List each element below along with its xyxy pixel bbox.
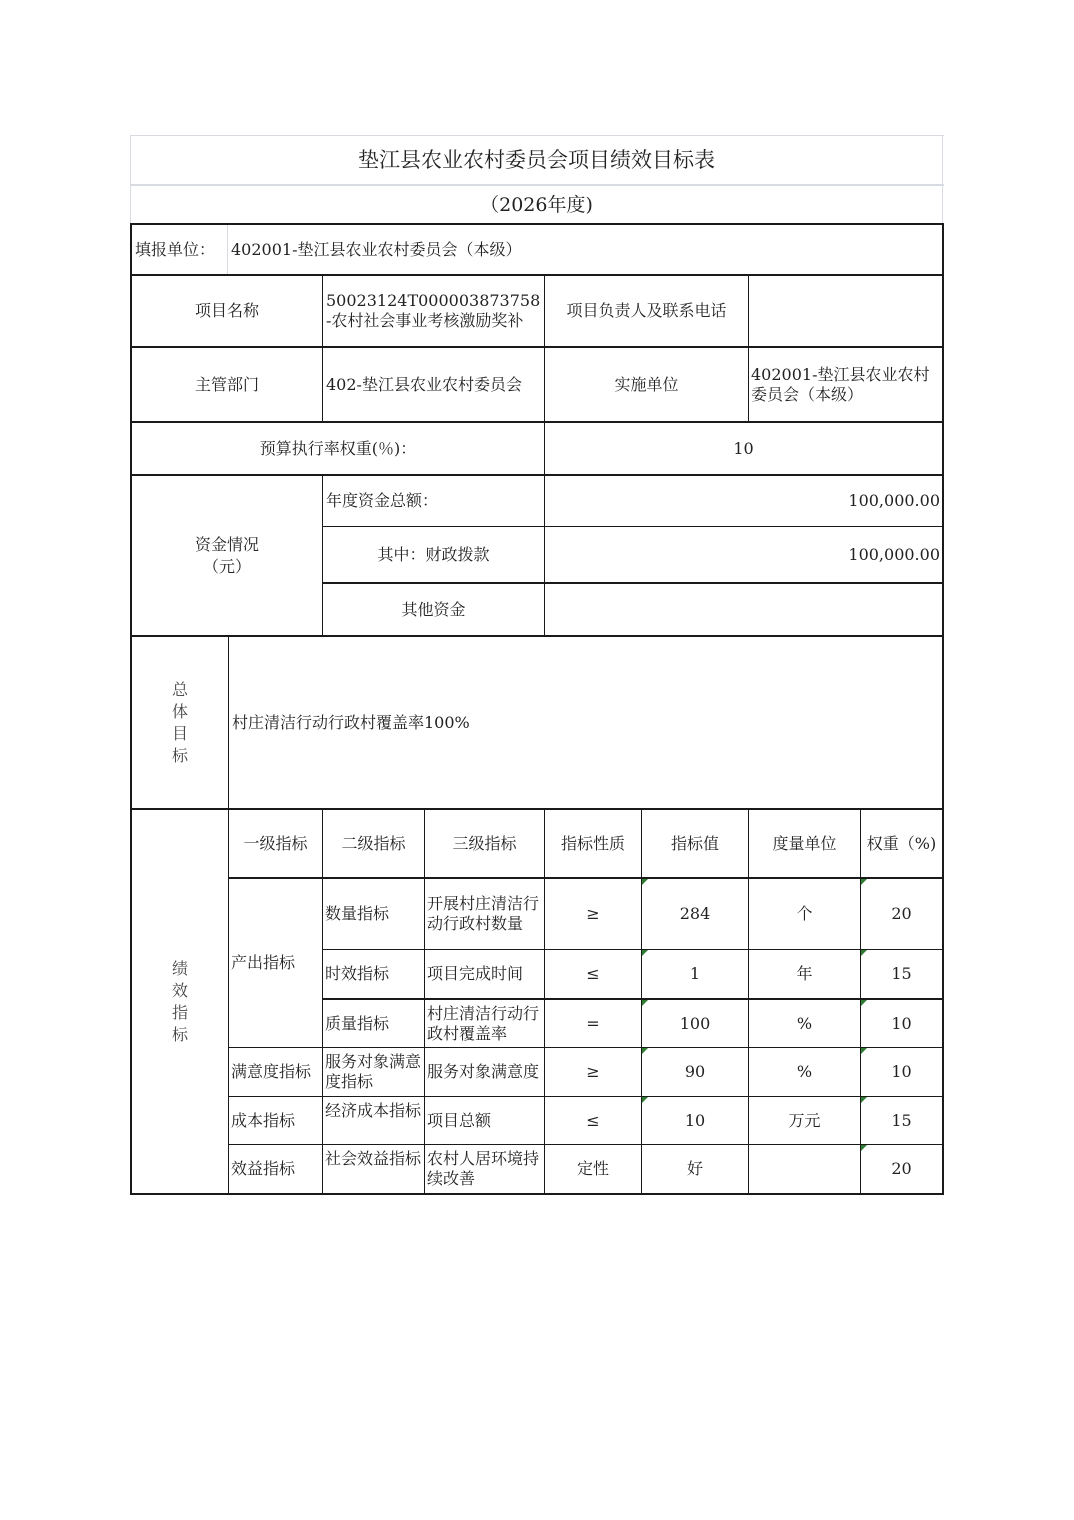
funds-label-line2: （元）: [202, 556, 251, 576]
header-border-right: [942, 135, 943, 225]
indicator-level3: 项目完成时间: [427, 964, 524, 983]
page-title: 垫江县农业农村委员会项目绩效目标表: [358, 148, 715, 172]
grid-line: [130, 1193, 944, 1195]
indicator-level2: 质量指标: [325, 1013, 390, 1033]
indicator-level2: 社会效益指标: [325, 1149, 422, 1168]
indicator-nature: ≤: [586, 964, 600, 983]
funds-total-value: 100,000.00: [848, 491, 940, 510]
indicator-nature: ≤: [586, 1110, 600, 1130]
indicators-char: 效: [171, 980, 188, 1000]
indicator-level3: 村庄清洁行动行政村覆盖率: [427, 1004, 540, 1043]
project-contact-label: 项目负责人及联系电话: [566, 301, 727, 320]
overall-goal-value: 村庄清洁行动行政村覆盖率100%: [232, 712, 470, 732]
col-header-level3: 三级指标: [452, 833, 517, 853]
funds-total-label: 年度资金总额：: [326, 491, 439, 510]
indicators-label: [132, 810, 228, 1193]
funds-fiscal-label: 其中：财政拨款: [377, 544, 490, 564]
project-name-label: 项目名称: [194, 301, 259, 320]
indicator-unit: 万元: [788, 1110, 821, 1130]
comment-marker-icon: [642, 879, 648, 885]
indicator-unit: %: [796, 1062, 813, 1081]
project-contact-value: [749, 276, 942, 346]
indicator-weight: 10: [891, 1013, 912, 1033]
budget-weight-label: 预算执行率权重(％)：: [259, 438, 417, 458]
project-name-value: 50023124T000003873758-农村社会事业考核激励奖补: [326, 291, 541, 330]
year-subtitle: （2026年度): [480, 194, 593, 216]
overall-goal-char: 标: [171, 745, 188, 765]
comment-marker-icon: [642, 1048, 648, 1054]
indicators-char: 标: [171, 1024, 188, 1044]
indicator-nature: ≥: [586, 904, 600, 923]
dept-value: 402-垫江县农业农村委员会: [326, 374, 522, 394]
col-header-weight: 权重（%): [866, 833, 937, 853]
overall-goal-char: 目: [171, 723, 188, 743]
indicator-level3: 开展村庄清洁行动行政村数量: [427, 894, 540, 933]
indicator-value: 10: [684, 1110, 706, 1130]
indicator-value: 好: [686, 1159, 703, 1178]
indicator-weight: 15: [891, 1110, 912, 1130]
comment-marker-icon: [642, 1000, 648, 1006]
funds-fiscal-value: 100,000.00: [848, 544, 940, 564]
comment-marker-icon: [642, 1097, 648, 1103]
col-header-value: 指标值: [670, 833, 719, 853]
indicators-char: 指: [171, 1002, 188, 1022]
indicator-nature: =: [586, 1013, 600, 1033]
dept-label: 主管部门: [194, 374, 259, 394]
indicator-value: 284: [679, 904, 711, 923]
comment-marker-icon: [861, 1097, 867, 1103]
comment-marker-icon: [861, 1048, 867, 1054]
filing-unit-value: 402001-垫江县农业农村委员会（本级）: [231, 239, 522, 259]
indicator-level2: 经济成本指标: [325, 1101, 422, 1120]
comment-marker-icon: [861, 879, 867, 885]
indicator-level2: 数量指标: [325, 904, 390, 923]
indicator-nature: 定性: [576, 1159, 609, 1178]
indicator-nature: ≥: [586, 1062, 600, 1081]
col-header-level1: 一级指标: [243, 833, 308, 853]
grid-line: [942, 223, 944, 1195]
indicator-level2: 服务对象满意度指标: [325, 1052, 422, 1091]
funds-other-value: [545, 584, 942, 635]
indicator-value: 90: [684, 1062, 706, 1081]
indicator-unit: 个: [796, 904, 813, 923]
indicator-unit: [749, 1145, 860, 1193]
col-header-level2: 二级指标: [341, 833, 406, 853]
indicator-weight: 10: [891, 1062, 912, 1081]
indicator-unit: %: [796, 1013, 813, 1033]
comment-marker-icon: [861, 1000, 867, 1006]
col-header-nature: 指标性质: [560, 833, 625, 853]
indicator-level2: 时效指标: [325, 964, 390, 983]
funds-other-label: 其他资金: [401, 599, 466, 619]
indicator-level3: 项目总额: [427, 1110, 492, 1130]
col-header-unit: 度量单位: [772, 833, 837, 853]
funds-label-line1: 资金情况: [194, 534, 259, 554]
indicator-value: 100: [679, 1013, 711, 1033]
indicators-char: 绩: [171, 958, 188, 978]
indicator-unit: 年: [796, 964, 813, 983]
level1-benefit: 效益指标: [231, 1159, 296, 1178]
impl-unit-value: 402001-垫江县农业农村委员会（本级）: [751, 364, 930, 404]
budget-weight-value: 10: [733, 438, 754, 458]
indicator-level3: 农村人居环境持续改善: [427, 1149, 540, 1188]
level1-satisfaction: 满意度指标: [231, 1062, 312, 1081]
level1-output: 产出指标: [231, 953, 296, 972]
indicator-weight: 15: [891, 964, 912, 983]
filing-unit-label: 填报单位：: [135, 239, 216, 259]
funds-label: [132, 476, 322, 635]
overall-goal-label: [132, 637, 228, 808]
indicator-weight: 20: [891, 904, 912, 923]
impl-unit-label: 实施单位: [614, 374, 679, 394]
level1-cost: 成本指标: [231, 1110, 296, 1130]
indicator-level3: 服务对象满意度: [427, 1062, 540, 1081]
indicator-weight: 20: [891, 1159, 912, 1178]
comment-marker-icon: [861, 1145, 867, 1151]
overall-goal-char: 体: [171, 701, 188, 721]
comment-marker-icon: [642, 950, 648, 956]
overall-goal-char: 总: [171, 679, 188, 699]
comment-marker-icon: [861, 950, 867, 956]
indicator-value: 1: [689, 964, 701, 983]
